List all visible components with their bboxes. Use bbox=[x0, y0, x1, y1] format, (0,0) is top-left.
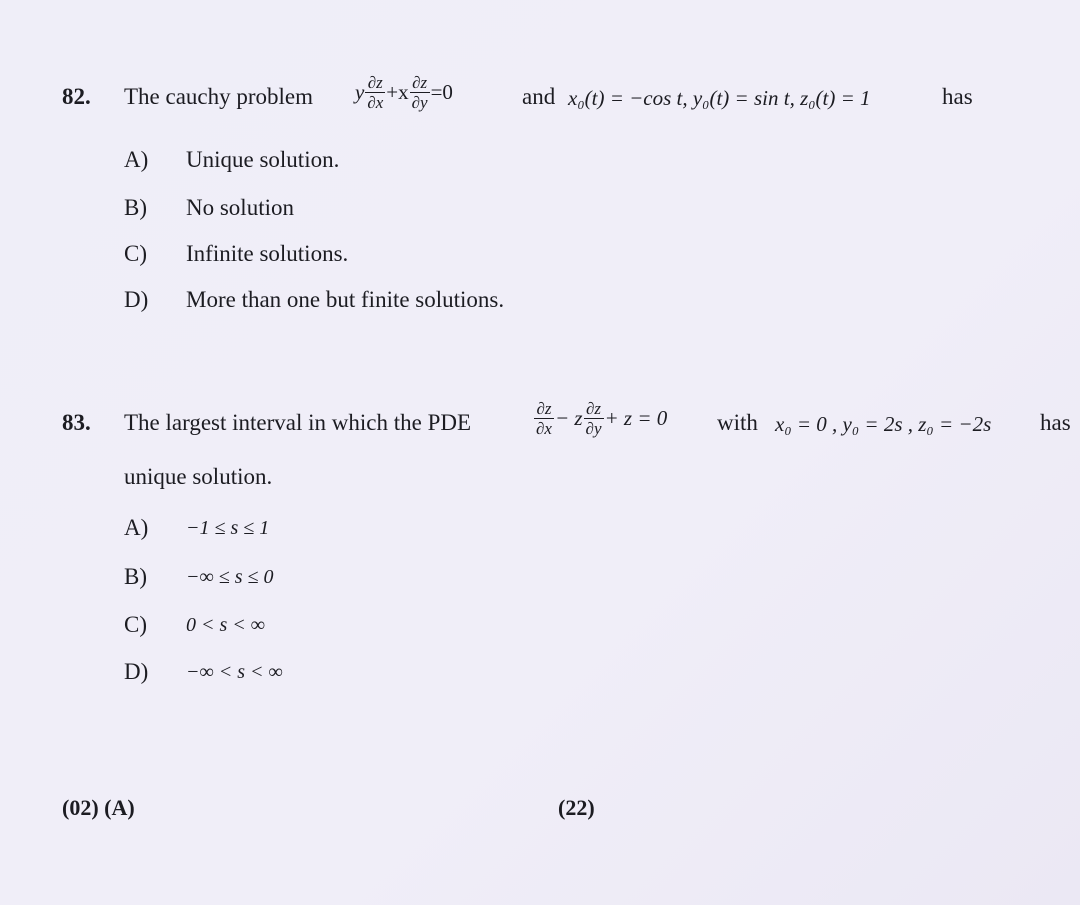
question-83-equation bbox=[533, 388, 667, 448]
q82-option-a-text: Unique solution. bbox=[186, 147, 340, 172]
question-83-with: with bbox=[717, 410, 758, 435]
frac-numerator: ∂z bbox=[586, 398, 602, 418]
question-83-number: 83. bbox=[62, 410, 91, 435]
question-82-intro: The cauchy problem bbox=[124, 84, 314, 109]
question-83-line2: unique solution. bbox=[124, 464, 273, 489]
frac-denominator: ∂y bbox=[411, 92, 428, 112]
question-82-and: and bbox=[522, 84, 556, 109]
q82-option-b-label: B) bbox=[124, 195, 147, 220]
frac-denominator: ∂y bbox=[585, 418, 602, 438]
question-82-has: has bbox=[942, 84, 973, 109]
q83-option-a-text: −1 ≤ s ≤ 1 bbox=[186, 517, 270, 539]
q82-option-d-label: D) bbox=[124, 287, 149, 312]
q82-option-c-text: Infinite solutions. bbox=[186, 241, 349, 266]
eq-minus-z: − z bbox=[554, 405, 583, 430]
frac-numerator: ∂z bbox=[412, 72, 428, 92]
q83-option-b-text: −∞ ≤ s ≤ 0 bbox=[186, 566, 274, 588]
question-83-intro: The largest interval in which the PDE bbox=[124, 410, 472, 435]
eq-zero: =0 bbox=[430, 79, 453, 104]
q83-option-d-label: D) bbox=[124, 659, 149, 684]
partial-fraction-zx bbox=[365, 73, 385, 112]
partial-fraction-zy bbox=[410, 73, 430, 112]
q83-option-d-text: −∞ < s < ∞ bbox=[186, 661, 283, 683]
frac-numerator: ∂z bbox=[536, 398, 552, 418]
paper-code: (02) (A) bbox=[62, 795, 135, 820]
page-number: (22) bbox=[558, 795, 595, 820]
q83-option-c-text: 0 < s < ∞ bbox=[186, 614, 266, 636]
eq-plus-x: +x bbox=[386, 79, 409, 104]
frac-denominator: ∂x bbox=[536, 418, 552, 438]
frac-numerator: ∂z bbox=[367, 72, 383, 92]
eq-tail: + z = 0 bbox=[604, 405, 668, 430]
q83-option-a-label: A) bbox=[124, 515, 149, 540]
q83-option-b-label: B) bbox=[124, 564, 147, 589]
frac-denominator: ∂x bbox=[367, 92, 384, 112]
partial-fraction-zy bbox=[584, 399, 604, 438]
q82-option-b-text: No solution bbox=[186, 195, 294, 220]
question-82-conditions: x₀(t) = −cos t, y₀(t) = sin t, z₀(t) = 1 bbox=[568, 86, 871, 110]
question-83-conditions: x₀ = 0 , y₀ = 2s , z₀ = −2s bbox=[775, 412, 992, 436]
question-83-has: has bbox=[1040, 410, 1071, 435]
q83-option-c-label: C) bbox=[124, 612, 147, 637]
q82-option-d-text: More than one but finite solutions. bbox=[186, 287, 505, 312]
question-82-number: 82. bbox=[62, 84, 91, 109]
q82-option-c-label: C) bbox=[124, 241, 147, 266]
question-82-equation bbox=[355, 62, 453, 122]
q82-option-a-label: A) bbox=[124, 147, 149, 172]
eq-y: y bbox=[355, 79, 365, 104]
partial-fraction-zx bbox=[534, 399, 554, 438]
